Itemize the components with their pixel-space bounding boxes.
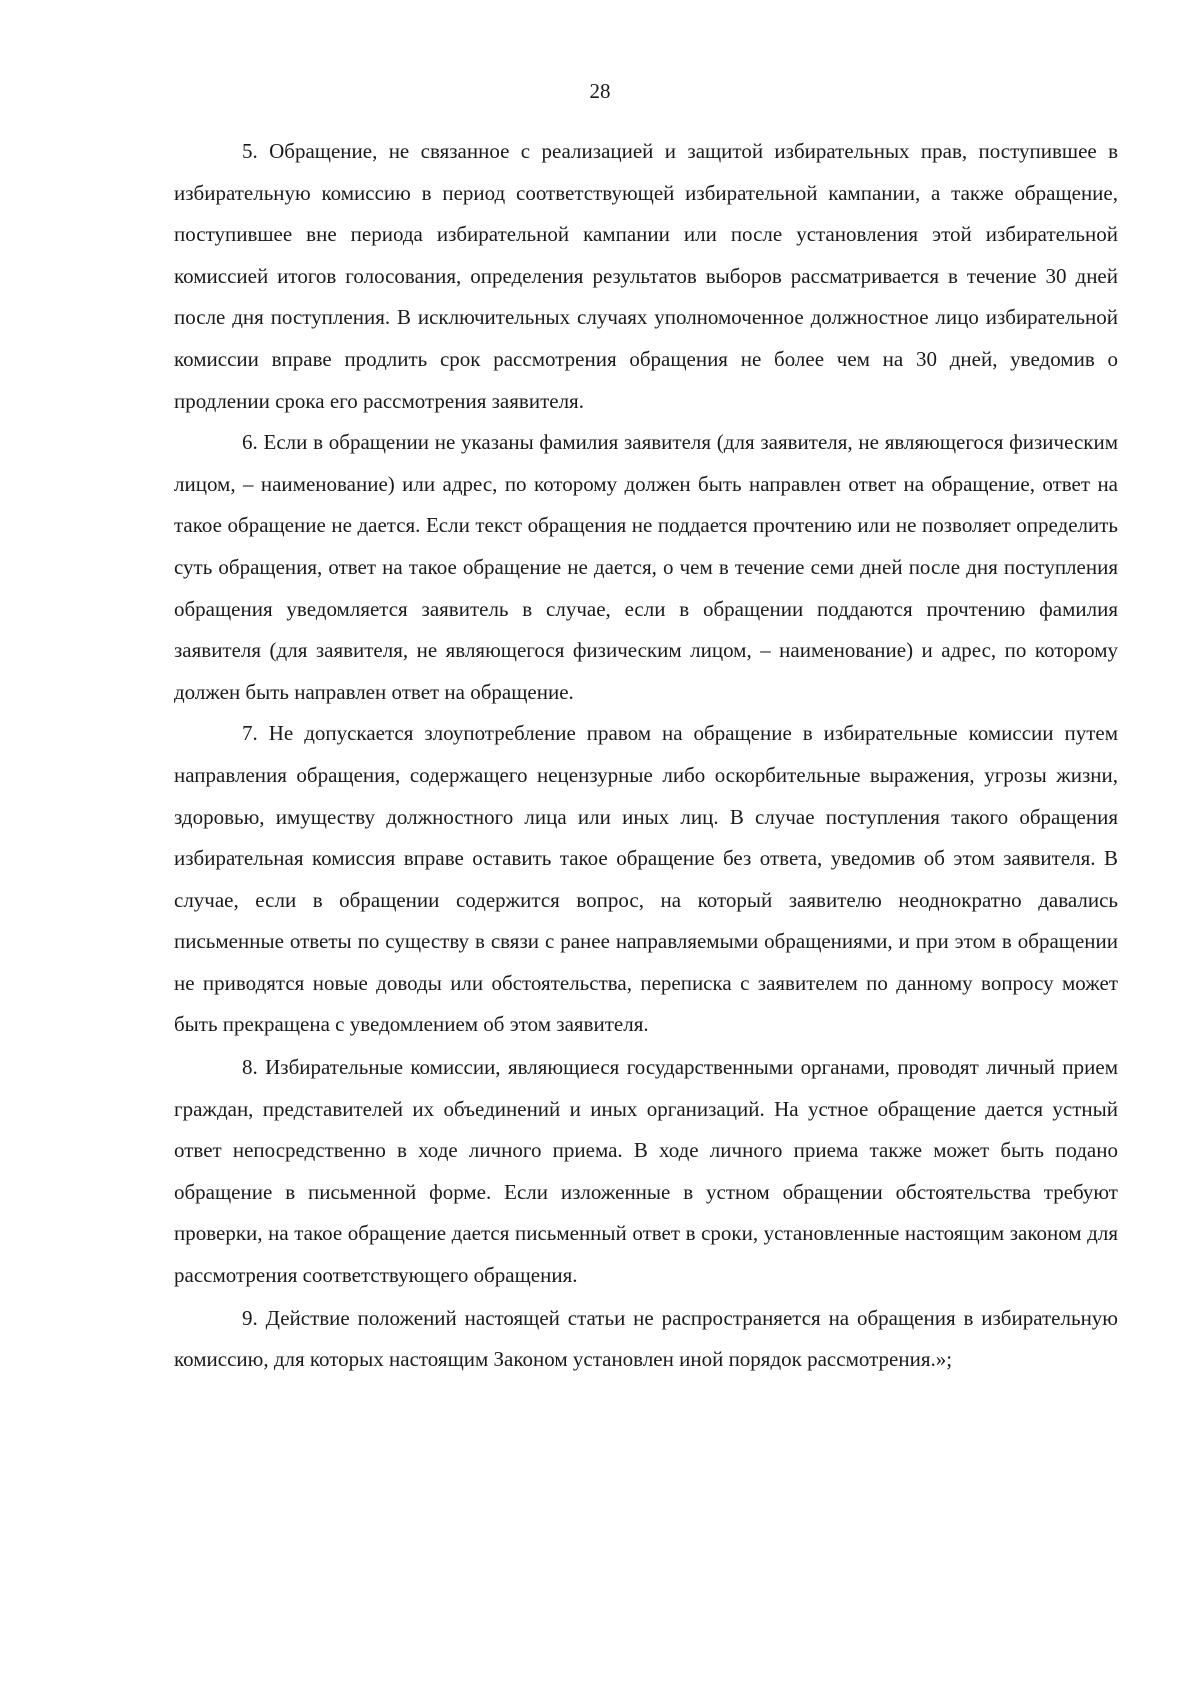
paragraph-6: 6. Если в обращении не указаны фамилия заявителя (для заявителя, не являющегося физическим лицом, – наименование) или адрес, по которому должен быть направлен ответ на обращение, ответ на такое обращение не дается. Если текст обращения не поддается прочтению или не позволяет определить суть обращения, ответ на такое обращение не дается, о чем в течение семи дней после дня поступления обращения уведомляется заявитель в случае, если в обращении поддаются прочтению фамилия заявителя (для заявителя, не являющегося физическим лицом, – наименование) и адрес, по которому должен быть направлен ответ на обращение. [174,430,1118,704]
paragraph-8: 8. Избирательные комиссии, являющиеся государственными органами, проводят личный прием граждан, представителей их объединений и иных организаций. На устное обращение дается устный ответ непосредственно в ходе личного приема. В ходе личного приема также может быть подано обращение в письменной форме. Если изложенные в устном обращении обстоятельства требуют проверки, на такое обращение дается письменный ответ в сроки, установленные настоящим законом для рассмотрения соответствующего обращения. [174,1055,1118,1288]
paragraph-7: 7. Не допускается злоупотребление правом на обращение в избирательные комиссии путем направления обращения, содержащего нецензурные либо оскорбительные выражения, угрозы жизни, здоровью, имуществу должностного лица или иных лиц. В случае поступления такого обращения избирательная комиссия вправе оставить такое обращение без ответа, уведомив об этом заявителя. В случае, если в обращении содержится вопрос, на который заявителю неоднократно давались письменные ответы по существу в связи с ранее направляемыми обращениями, и при этом в обращении не приводятся новые доводы или обстоятельства, переписка с заявителем по данному вопросу может быть прекращена с уведомлением об этом заявителя. [174,721,1118,1037]
page-number: 28 [589,79,611,103]
paragraph-5: 5. Обращение, не связанное с реализацией и защитой избирательных прав, поступившее в избирательную комиссию в период соответствующей избирательной кампании, а также обращение, поступившее вне периода избирательной кампании или после установления этой избирательной комиссией итогов голосования, определения результатов выборов рассматривается в течение 30 дней после дня поступления. В исключительных случаях уполномоченное должностное лицо избирательной комиссии вправе продлить срок рассмотрения обращения не более чем на 30 дней, уведомив о продлении срока его рассмотрения заявителя. [174,139,1118,413]
paragraph-9: 9. Действие положений настоящей статьи не распространяется на обращения в избирательную комиссию, для которых настоящим Законом установлен иной порядок рассмотрения.»; [174,1305,1118,1372]
document-body [174,131,1118,1381]
